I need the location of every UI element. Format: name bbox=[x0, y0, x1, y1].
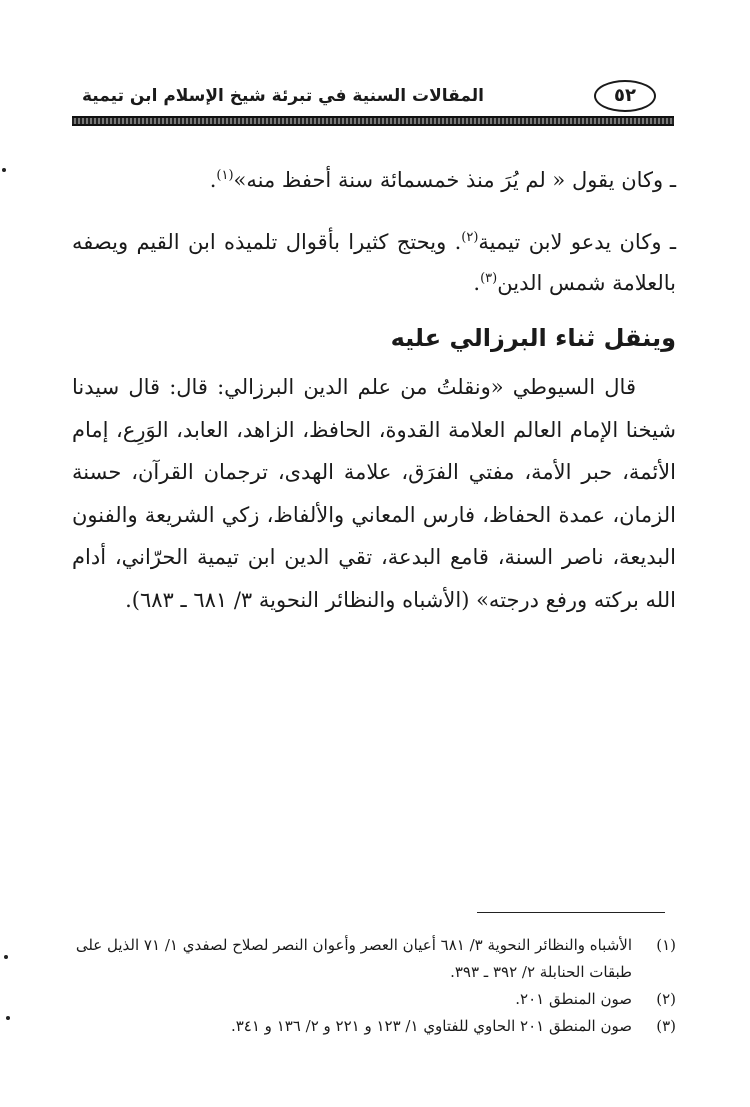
body-line-1 bbox=[72, 160, 676, 201]
footnote-mark: (٢) bbox=[656, 990, 676, 1008]
quote-paragraph bbox=[72, 366, 676, 621]
page-number: ٥٢ bbox=[594, 80, 656, 112]
running-title: المقالات السنية في تبرئة شيخ الإسلام ابن تيمية bbox=[82, 86, 484, 106]
footnote-text: صون المنطق ٢٠١ الحاوي للفتاوي ١/ ١٢٣ و ٢٢١ و ٢/ ١٣٦ و ٣٤١. bbox=[230, 1017, 632, 1035]
scan-artifact bbox=[4, 955, 8, 959]
footnote-text: الأشباه والنظائر النحوية ٣/ ٦٨١ أعيان العصر وأعوان النصر لصلاح لصفدي ١/ ٧١ الذيل على طبقات الحنابلة ٢/ ٣٩٢ ـ ٣٩٣. bbox=[75, 936, 632, 981]
footnote-ref-2: (٢) bbox=[461, 230, 479, 245]
footnote-text: صون المنطق ٢٠١. bbox=[515, 990, 632, 1008]
line2-text-b: . ويحتج كثيرا بأقوال تلميذه ابن القيم ويصفه بالعلامة شمس الدين bbox=[72, 230, 676, 295]
quote-text: قال السيوطي «ونقلتُ من علم الدين البرزالي: قال: قال سيدنا شيخنا الإمام العالم العلامة القدوة، الحافظ، الزاهد، العابد، الوَرِع، إمام الأئمة، حبر الأمة، مفتي الفرَق، علامة الهدى، ترجمان القرآن، حسنة الزمان، عمدة الحفاظ، فارس المعاني والألفاظ، زكي الشريعة والفنون البديعة، ناصر السنة، قامع البدعة، تقي الدين ابن تيمية الحرّاني، أدام الله بركته ورفع درجته» (الأشباه والنظائر النحوية ٣/ ٦٨١ ـ ٦٨٣). bbox=[72, 375, 676, 612]
footnote-mark: (١) bbox=[656, 936, 676, 954]
footnotes bbox=[72, 932, 676, 1040]
line1-period: . bbox=[209, 168, 217, 192]
line2-period: . bbox=[473, 271, 481, 295]
footnote-mark: (٣) bbox=[656, 1017, 676, 1035]
line1-text: ـ وكان يقول « لم يُرَ منذ خمسمائة سنة أحفظ منه» bbox=[233, 168, 676, 192]
header-rule bbox=[72, 116, 674, 126]
footnote-ref-3: (٣) bbox=[480, 271, 498, 286]
section-heading: وينقل ثناء البرزالي عليه bbox=[390, 324, 676, 352]
line2-text-a: ـ وكان يدعو لابن تيمية bbox=[478, 230, 676, 254]
footnote-item bbox=[72, 932, 676, 986]
footnote-item bbox=[72, 1013, 676, 1040]
scan-artifact bbox=[6, 1016, 10, 1020]
footnote-separator bbox=[477, 912, 665, 913]
body-line-2 bbox=[72, 222, 676, 304]
page-header bbox=[72, 72, 674, 132]
scan-artifact bbox=[2, 168, 6, 172]
footnote-ref-1: (١) bbox=[216, 168, 234, 183]
footnote-item bbox=[72, 986, 676, 1013]
